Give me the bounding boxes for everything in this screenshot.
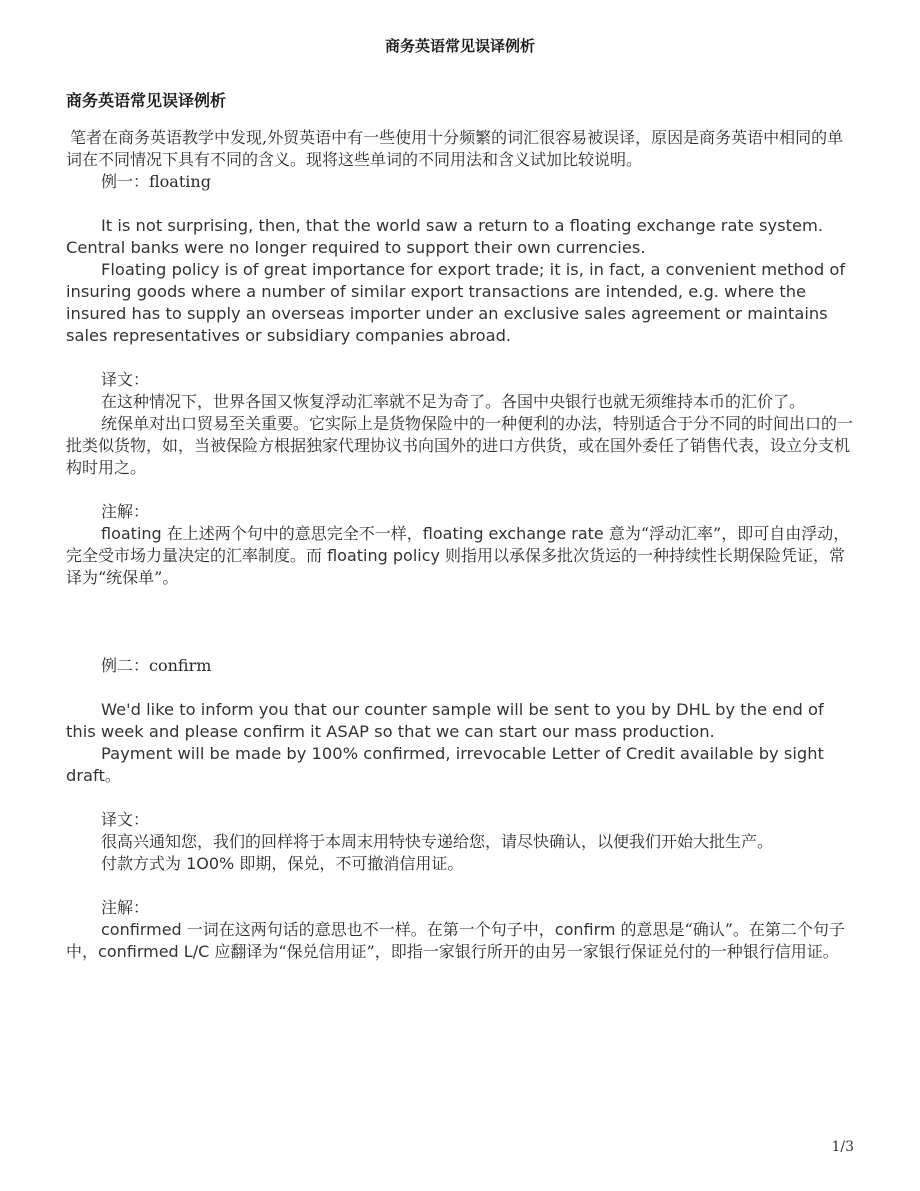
document-title: 商务英语常见误译例析: [66, 91, 227, 110]
note-term: floating: [101, 524, 162, 543]
example2-heading-text: 例二：confirm: [101, 656, 212, 675]
example2-note-label: 注解：: [101, 898, 150, 917]
example2-sentence2: [66, 743, 856, 787]
example1-note: [66, 523, 856, 589]
example1-translation-label: 译文：: [101, 370, 150, 389]
note-text: 一词在这两句话的意思也不一样。在第一个句子中，: [181, 920, 555, 939]
note-text: 则指用以承保多批次货运的一种持续性长期保险凭证，常译为“统保单”。: [66, 546, 846, 587]
translation-text: 即期，保兑，不可撤消信用证。: [234, 854, 464, 873]
intro-paragraph: 笔者在商务英语教学中发现,外贸英语中有一些使用十分频繁的词汇很容易被误译，原因是商务英语中相同的单词在不同情况下具有不同的含义。现将这些单词的不同用法和含义试加比较说明。: [66, 128, 844, 169]
example1-sentence1: It is not surprising, then, that the world saw a return to a floating exchange rate system. Central banks were no longer required to support their own currencies.: [66, 216, 824, 257]
example1-heading: [66, 171, 856, 193]
example1-sentence2: Floating policy is of great importance for export trade; it is, in fact, a convenient method of insuring goods where a number of similar export transactions are intended, e.g. where the insured has to supply an overseas importer under an exclusive sales agreement or maintains sales representatives or subsidiary companies abroad.: [66, 260, 846, 345]
example2-sentence2-end: 。: [104, 766, 121, 785]
example2-sentence1: We'd like to inform you that our counter sample will be sent to you by DHL by the end of this week and please confirm it ASAP so that we can start our mass production.: [66, 700, 824, 741]
note-text: 应翻译为“保兑信用证”，即指一家银行所开的由另一家银行保证兑付的一种银行信用证。: [209, 942, 839, 961]
note-term: confirm: [554, 920, 616, 939]
example2-translation2: [66, 853, 856, 875]
note-term: floating policy: [327, 546, 440, 565]
note-term: confirmed: [101, 920, 182, 939]
document-body: [66, 88, 856, 963]
note-text: 在上述两个句中的意思完全不一样，: [161, 524, 423, 543]
translation-text: 付款方式为: [101, 854, 187, 873]
page-header-title: 商务英语常见误译例析: [384, 37, 535, 55]
example1-translation2: 统保单对出口贸易至关重要。它实际上是货物保险中的一种便利的办法，特别适合于分不同的时间出口的一批类似货物，如，当被保险方根据独家代理协议书向国外的进口方供货，或在国外委任了销售代表，设立分支机构时用之。: [66, 414, 854, 477]
example2-translation-label: 译文：: [101, 810, 150, 829]
translation-percent: 1O0%: [186, 854, 235, 873]
example1-translation1: 在这种情况下，世界各国又恢复浮动汇率就不足为奇了。各国中央银行也就无须维持本币的汇价了。: [101, 392, 806, 411]
example1-heading-text: 例一：floating: [101, 172, 211, 191]
example1-note-label: 注解：: [101, 502, 150, 521]
note-text: 的意思是“确认”。在第二个句子中，: [66, 920, 845, 961]
example2-translation1: 很高兴通知您，我们的回样将于本周末用特快专递给您，请尽快确认，以便我们开始大批生产。: [101, 832, 774, 851]
note-term: confirmed L/C: [98, 942, 210, 961]
page-number: 1/3: [831, 1139, 854, 1155]
note-term: floating exchange rate: [422, 524, 604, 543]
example2-sentence2-text: Payment will be made by 100% confirmed, irrevocable Letter of Credit available by sight draft: [66, 744, 824, 785]
note-text: 意为“浮动汇率”，即可自由浮动，完全受市场力量决定的汇率制度。而: [66, 524, 850, 565]
example2-note: [66, 919, 856, 963]
example2-heading: [66, 655, 856, 677]
